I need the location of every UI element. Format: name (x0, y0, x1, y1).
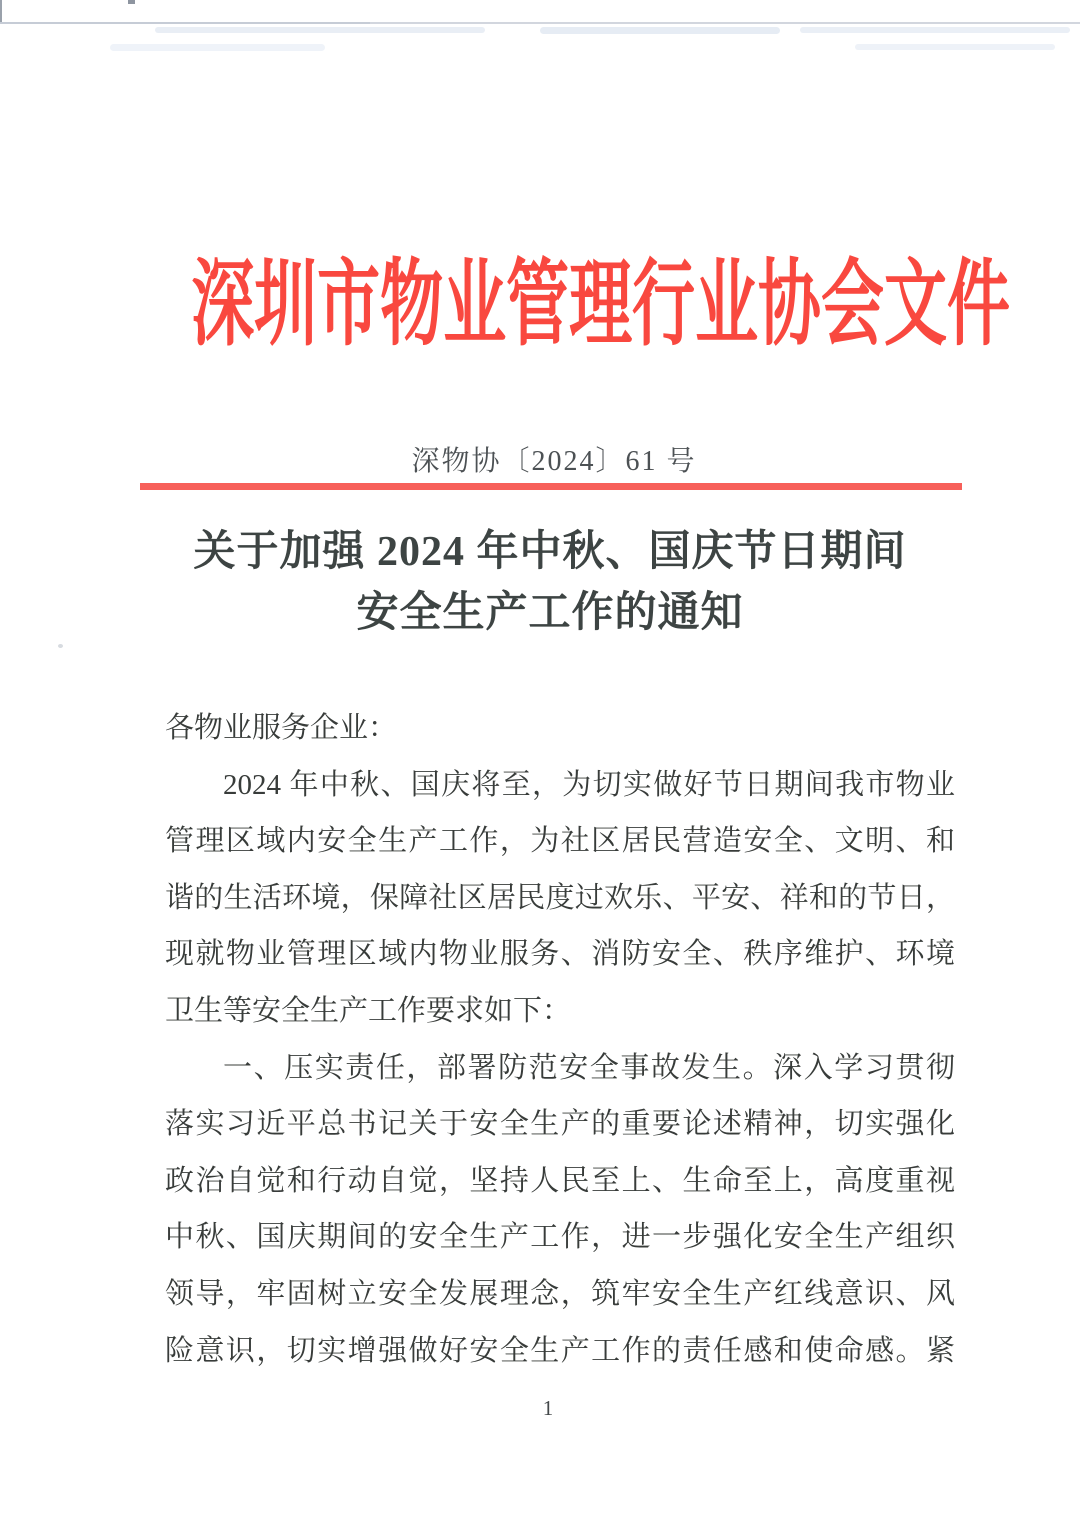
body-line: 管理区域内安全生产工作，为社区居民营造安全、文明、和 (165, 825, 955, 858)
org-header-title: 深圳市物业管理行业协会文件 (191, 253, 1010, 357)
doc-title-line2: 安全生产工作的通知 (356, 590, 744, 636)
scan-artifact-smudge (800, 27, 1070, 33)
body-line: 险意识，切实增强做好安全生产工作的责任感和使命感。紧 (165, 1334, 955, 1367)
body-line: 卫生等安全生产工作要求如下： (165, 994, 572, 1027)
body-line: 一、压实责任，部署防范安全事故发生。深入学习贯彻 (223, 1051, 955, 1084)
scan-artifact-horizontal-line-dark (0, 22, 370, 24)
scan-artifact-speck (58, 644, 63, 648)
document-body (165, 700, 955, 1379)
body-line: 现就物业管理区域内物业服务、消防安全、秩序维护、环境 (165, 938, 955, 971)
body-line: 2024 年中秋、国庆将至，为切实做好节日期间我市物业 (223, 768, 955, 801)
scan-artifact-mark (128, 0, 135, 4)
scan-artifact-smudge (110, 44, 325, 51)
doc-title-line1: 关于加强 2024 年中秋、国庆节日期间 (193, 529, 907, 575)
doc-title (150, 522, 950, 644)
scan-artifact-vertical-line (0, 0, 2, 24)
scan-artifact-smudge (855, 44, 1055, 50)
scan-artifact-smudge (540, 27, 780, 34)
body-line: 政治自觉和行动自觉，坚持人民至上、生命至上，高度重视 (165, 1164, 955, 1197)
page-number: 1 (542, 1396, 554, 1420)
body-line: 谐的生活环境，保障社区居民度过欢乐、平安、祥和的节日， (165, 881, 955, 914)
header-divider-line (140, 483, 962, 490)
body-line: 领导，牢固树立安全发展理念，筑牢安全生产红线意识、风 (165, 1277, 955, 1310)
doc-number: 深物协〔2024〕61 号 (411, 446, 697, 477)
scan-artifact-smudge (155, 27, 485, 33)
body-line: 落实习近平总书记关于安全生产的重要论述精神，切实强化 (165, 1108, 955, 1141)
body-line-salutation: 各物业服务企业： (165, 712, 398, 744)
body-line: 中秋、国庆期间的安全生产工作，进一步强化安全生产组织 (165, 1221, 955, 1254)
